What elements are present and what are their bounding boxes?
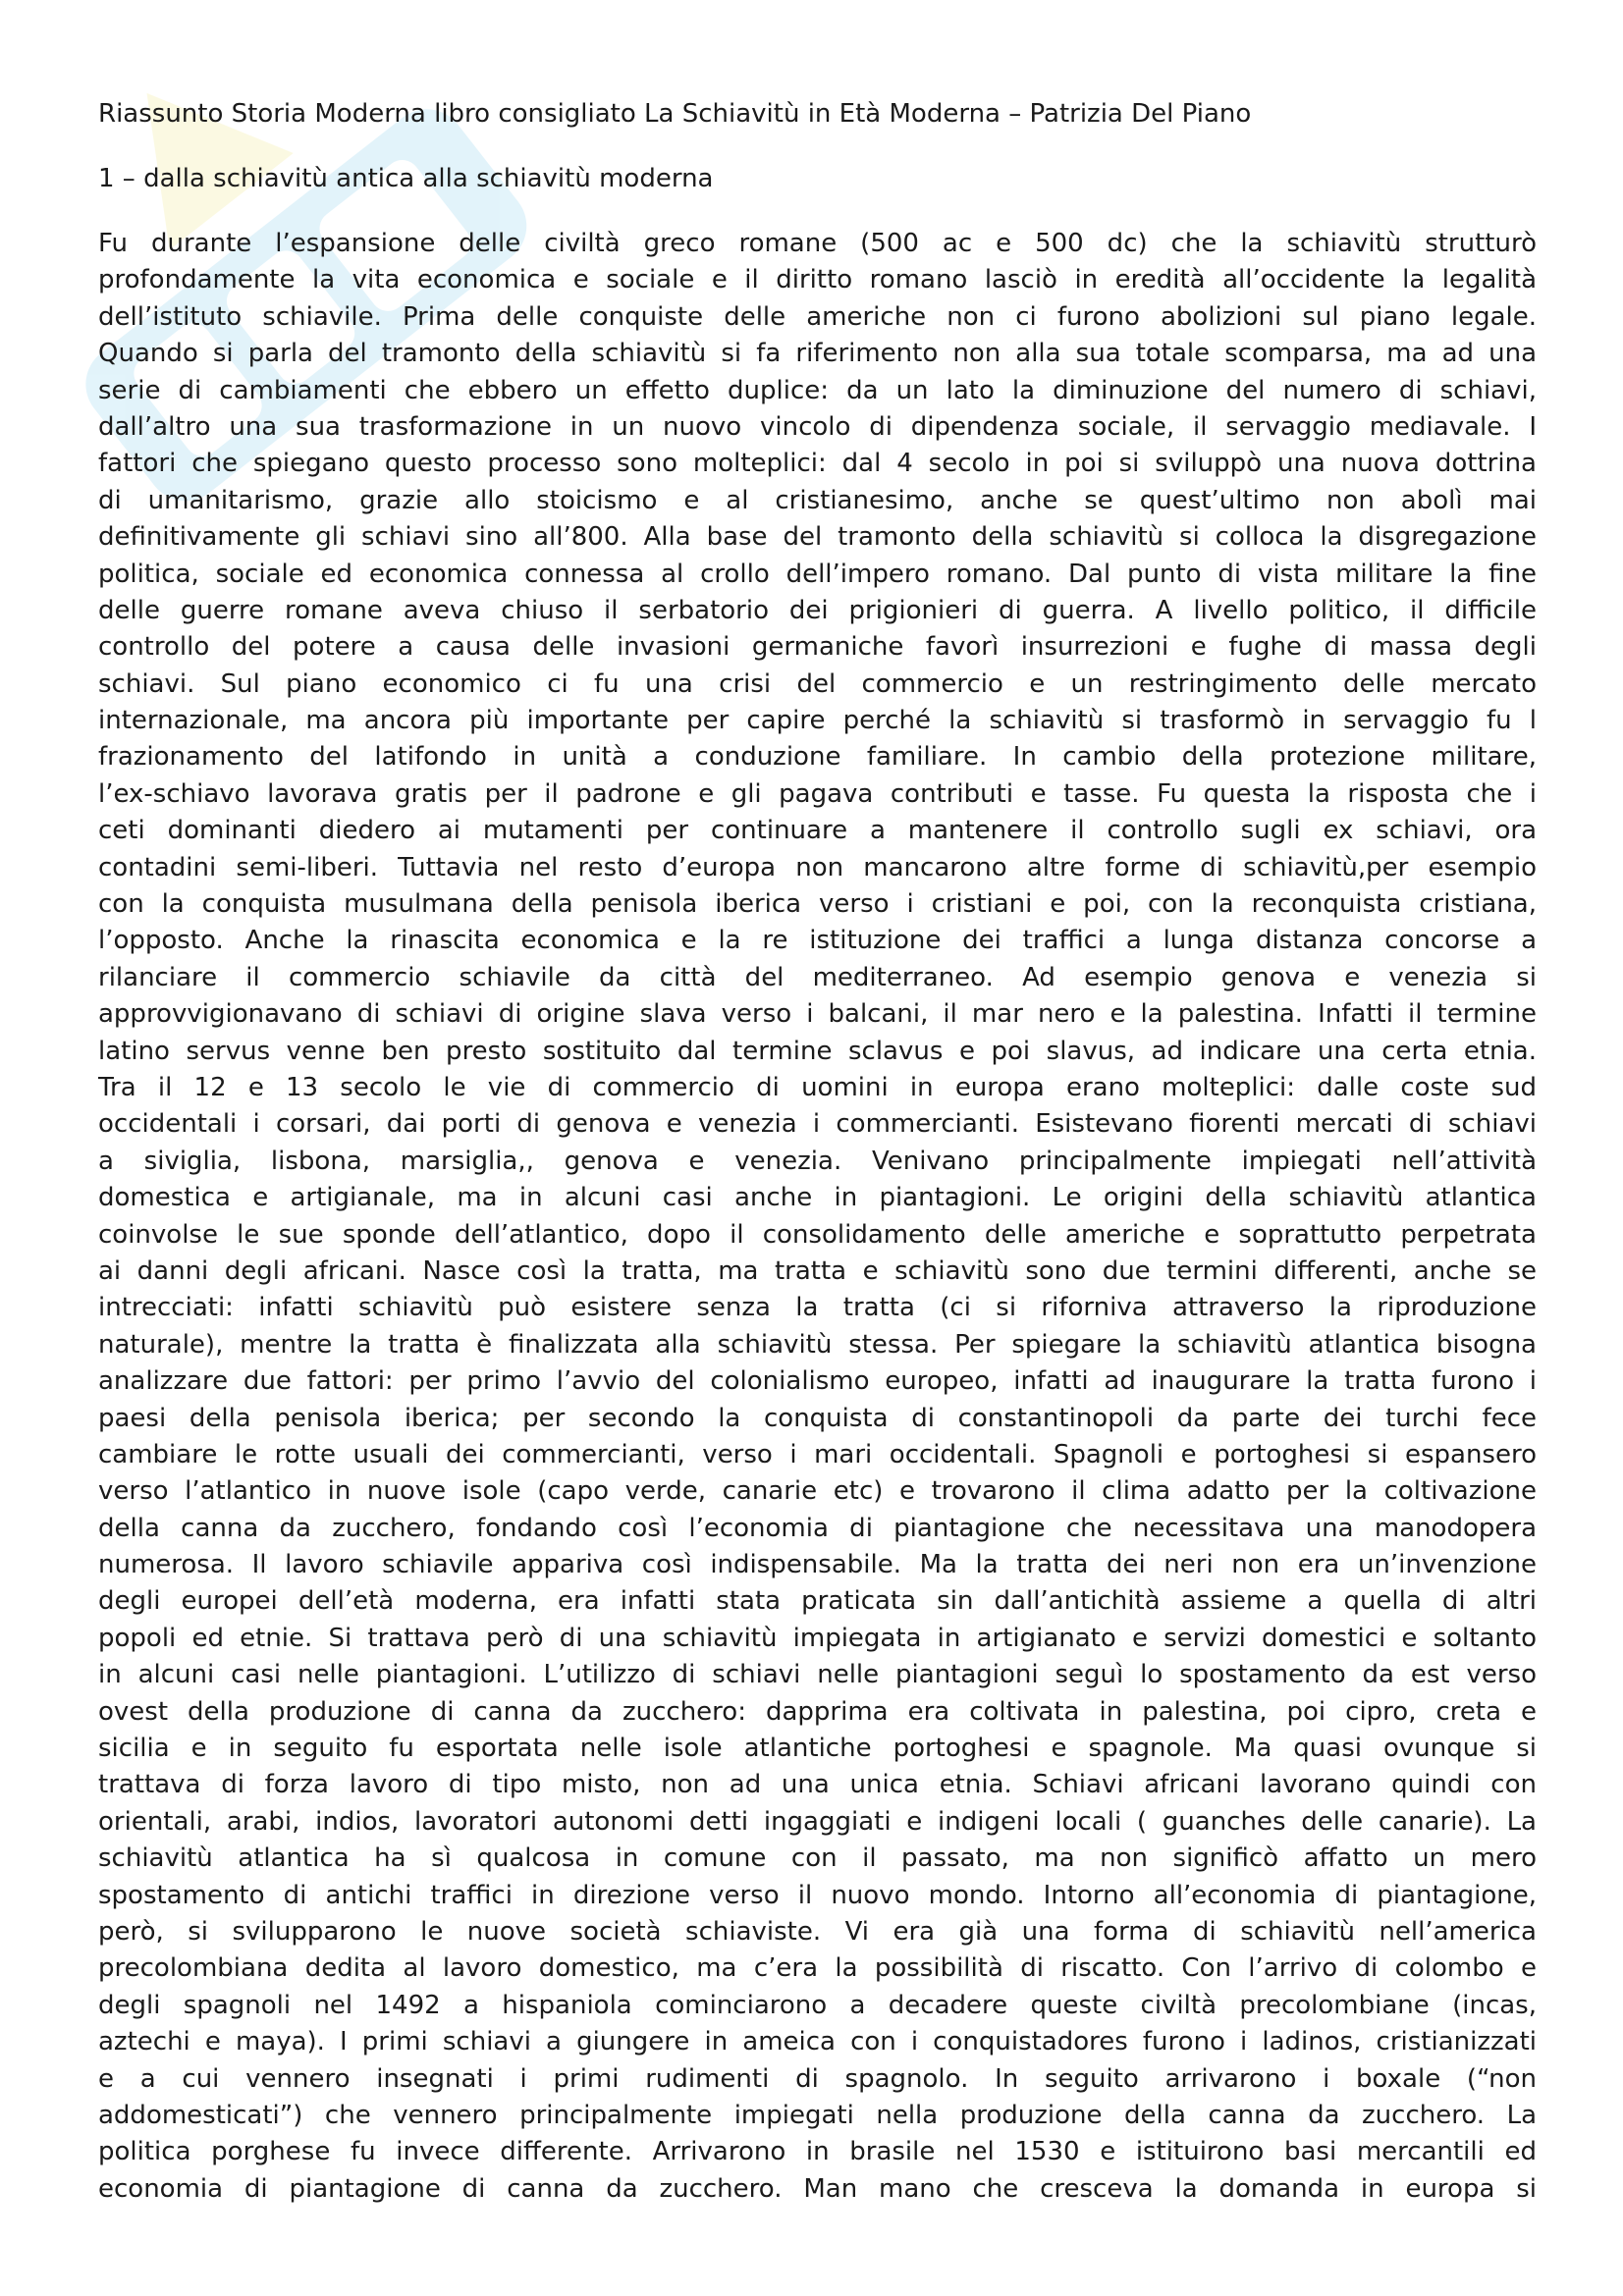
body-line: occidentali i corsari, dai porti di genova e venezia i commercianti. Esistevano fiorenti mercati di schiavi xyxy=(98,1109,1537,1140)
body-paragraph xyxy=(98,226,1537,2208)
body-line: della canna da zucchero, fondando così l’economia di piantagione che necessitava una manodopera xyxy=(98,1513,1537,1543)
body-line: Tra il 12 e 13 secolo le vie di commercio di uomini in europa erano molteplici: dalle coste sud xyxy=(98,1072,1537,1102)
body-line: degli europei dell’età moderna, era infatti stata praticata sin dall’antichità assieme a quella di altri xyxy=(98,1586,1537,1617)
body-line: cambiare le rotte usuali dei commercianti, verso i mari occidentali. Spagnoli e portoghesi si espansero xyxy=(98,1439,1537,1469)
body-line: profondamente la vita economica e sociale e il diritto romano lasciò in eredità all’occidente la legalità xyxy=(98,265,1537,295)
body-line: latino servus venne ben presto sostituito dal termine sclavus e poi slavus, ad indicare una certa etnia. xyxy=(98,1036,1537,1066)
document-title: Riassunto Storia Moderna libro consigliato La Schiavitù in Età Moderna – Patrizia Del Piano xyxy=(98,99,1252,129)
body-line: Fu durante l’espansione delle civiltà greco romane (500 ac e 500 dc) che la schiavitù strutturò xyxy=(98,229,1537,258)
body-line: a siviglia, lisbona, marsiglia,, genova e venezia. Venivano principalmente impiegati nell’attività xyxy=(98,1146,1537,1176)
body-line: schiavi. Sul piano economico ci fu una crisi del commercio e un restringimento delle mercato xyxy=(98,668,1537,699)
body-line: contadini semi-liberi. Tuttavia nel resto d’europa non mancarono altre forme di schiavitù,per esempio xyxy=(98,852,1537,882)
body-line: degli spagnoli nel 1492 a hispaniola cominciarono a decadere queste civiltà precolombiane (incas, xyxy=(98,1990,1537,2020)
body-line: con la conquista musulmana della penisola iberica verso i cristiani e poi, con la reconquista cristiana, xyxy=(98,889,1537,920)
body-line: schiavitù atlantica ha sì qualcosa in comune con il passato, ma non significò affatto un mero xyxy=(98,1843,1537,1874)
section-heading: 1 – dalla schiavitù antica alla schiavitù moderna xyxy=(98,164,714,193)
body-line: dell’istituto schiavile. Prima delle conquiste delle americhe non ci furono abolizioni sul piano legale. xyxy=(98,301,1537,332)
body-line: controllo del potere a causa delle invasioni germaniche favorì insurrezioni e fughe di massa degli xyxy=(98,632,1537,663)
body-line: delle guerre romane aveva chiuso il serbatorio dei prigionieri di guerra. A livello politico, il difficile xyxy=(98,595,1537,625)
body-line: analizzare due fattori: per primo l’avvio del colonialismo europeo, infatti ad inaugurare la tratta furono i xyxy=(98,1366,1537,1397)
body-line: politica porghese fu invece differente. Arrivarono in brasile nel 1530 e istituirono basi mercantili ed xyxy=(98,2137,1537,2167)
body-line: verso l’atlantico in nuove isole (capo verde, canarie etc) e trovarono il clima adatto per la coltivazione xyxy=(98,1476,1537,1507)
body-line: popoli ed etnie. Si trattava però di una schiavitù impiegata in artigianato e servizi domestici e soltanto xyxy=(98,1623,1537,1653)
body-line: domestica e artigianale, ma in alcuni casi anche in piantagioni. Le origini della schiavitù atlantica xyxy=(98,1183,1537,1213)
body-line: politica, sociale ed economica connessa al crollo dell’impero romano. Dal punto di vista militare la fine xyxy=(98,559,1537,589)
body-line: rilanciare il commercio schiavile da città del mediterraneo. Ad esempio genova e venezia si xyxy=(98,962,1537,992)
body-line: e a cui vennero insegnati i primi rudimenti di spagnolo. In seguito arrivarono i boxale (“non xyxy=(98,2063,1537,2094)
body-line: frazionamento del latifondo in unità a conduzione familiare. In cambio della protezione militare, xyxy=(98,742,1537,773)
body-line: addomesticati”) che vennero principalmente impiegati nella produzione della canna da zucchero. La xyxy=(98,2100,1537,2130)
body-line: l’opposto. Anche la rinascita economica e la re istituzione dei traffici a lunga distanza concorse a xyxy=(98,926,1537,956)
body-line: però, si svilupparono le nuove società schiaviste. Vi era già una forma di schiavitù nell’america xyxy=(98,1916,1537,1947)
body-line: dall’altro una sua trasformazione in un nuovo vincolo di dipendenza sociale, il servaggio mediavale. I xyxy=(98,411,1537,442)
body-line: di umanitarismo, grazie allo stoicismo e al cristianesimo, anche se quest’ultimo non abolì mai xyxy=(98,485,1537,515)
body-line: coinvolse le sue sponde dell’atlantico, dopo il consolidamento delle americhe e soprattutto perpetrata xyxy=(98,1219,1537,1250)
body-line: fattori che spiegano questo processo sono molteplici: dal 4 secolo in poi si sviluppò una nuova dottrina xyxy=(98,449,1537,479)
body-line: sicilia e in seguito fu esportata nelle isole atlantiche portoghesi e spagnole. Ma quasi ovunque si xyxy=(98,1734,1537,1764)
body-line: spostamento di antichi traffici in direzione verso il nuovo mondo. Intorno all’economia di piantagione, xyxy=(98,1880,1537,1910)
body-line: naturale), mentre la tratta è finalizzata alla schiavitù stessa. Per spiegare la schiavitù atlantica bisogna xyxy=(98,1329,1537,1360)
body-line: paesi della penisola iberica; per secondo la conquista di constantinopoli da parte dei turchi fece xyxy=(98,1403,1537,1433)
body-line: precolombiana dedita al lavoro domestico, ma c’era la possibilità di riscatto. Con l’arrivo di colombo e xyxy=(98,1953,1537,1984)
body-line: definitivamente gli schiavi sino all’800. Alla base del tramonto della schiavitù si colloca la disgregazione xyxy=(98,522,1537,553)
body-line: ai danni degli africani. Nasce così la tratta, ma tratta e schiavitù sono due termini differenti, anche se xyxy=(98,1255,1537,1286)
body-line: orientali, arabi, indios, lavoratori autonomi detti ingaggiati e indigeni locali ( guanches delle canarie). La xyxy=(98,1806,1537,1837)
body-line: l’ex-schiavo lavorava gratis per il padrone e gli pagava contributi e tasse. Fu questa la risposta che i xyxy=(98,778,1537,809)
body-line: intrecciati: infatti schiavitù può esistere senza la tratta (ci si riforniva attraverso la riproduzione xyxy=(98,1293,1537,1323)
body-line: serie di cambiamenti che ebbero un effetto duplice: da un lato la diminuzione del numero di schiavi, xyxy=(98,375,1537,405)
body-line: ovest della produzione di canna da zucchero: dapprima era coltivata in palestina, poi cipro, creta e xyxy=(98,1696,1537,1727)
body-line: in alcuni casi nelle piantagioni. L’utilizzo di schiavi nelle piantagioni seguì lo spostamento da est verso xyxy=(98,1660,1537,1690)
body-line: ceti dominanti diedero ai mutamenti per continuare a mantenere il controllo sugli ex schiavi, ora xyxy=(98,816,1537,846)
body-line: numerosa. Il lavoro schiavile appariva così indispensabile. Ma la tratta dei neri non era un’invenzione xyxy=(98,1550,1537,1580)
body-line: economia di piantagione di canna da zucchero. Man mano che cresceva la domanda in europa si xyxy=(98,2173,1537,2204)
body-line: Quando si parla del tramonto della schiavitù si fa riferimento non alla sua totale scomparsa, ma ad una xyxy=(98,339,1537,369)
body-line: aztechi e maya). I primi schiavi a giungere in ameica con i conquistadores furono i ladinos, cristianizzati xyxy=(98,2027,1537,2057)
body-line: trattava di forza lavoro di tipo misto, non ad una unica etnia. Schiavi africani lavorano quindi con xyxy=(98,1770,1537,1800)
body-line: internazionale, ma ancora più importante per capire perché la schiavitù si trasformò in servaggio fu l xyxy=(98,706,1537,736)
body-line: approvvigionavano di schiavi di origine slava verso i balcani, il mar nero e la palestina. Infatti il termine xyxy=(98,999,1537,1030)
